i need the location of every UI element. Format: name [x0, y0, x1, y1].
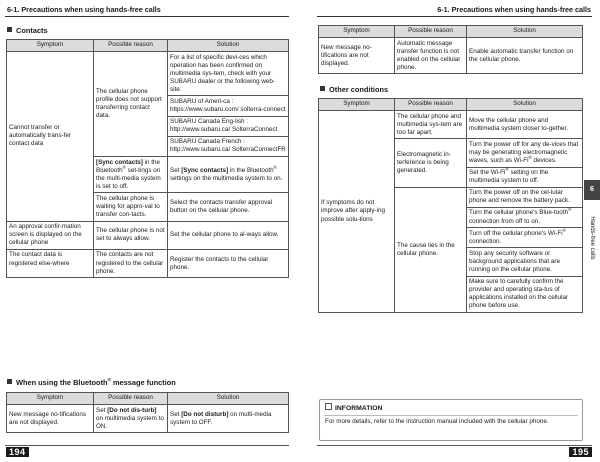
chapter-tab: 6 — [584, 180, 600, 200]
reason-cell: The cellular phone profile does not support transferring contact data. — [94, 52, 168, 157]
col-symptom: Symptom — [319, 26, 395, 38]
page-number: 194 — [6, 447, 29, 457]
solution-cell: Enable automatic transfer function on the cellular phone. — [467, 38, 583, 74]
chapter-side-label: Hands-free calls — [589, 216, 595, 260]
solution-cell: Register the contacts to the cellular phone. — [168, 249, 289, 277]
solution-cell: Move the cellular phone and multimedia system closer to-gether. — [467, 111, 583, 139]
page-number: 195 — [569, 447, 592, 457]
info-box-icon — [325, 403, 332, 410]
col-symptom: Symptom — [319, 99, 395, 111]
solution-cell: For a list of specific devi-ces which operation has been confirmed on multimedia sys-tem, check with your SUBARU dealer or the following web-site: SUBARU of Ameri-ca : https://www.subaru.com/ solterra-connect SUBARU Canada Eng-lish : http://www.subaru.ca/ SolterraConnect SUBARU Canada French : http://www.subaru.ca/ SolterraConnectFR — [168, 52, 289, 157]
symptom-cell: Cannot transfer or automatically trans-fer contact data — [7, 52, 94, 222]
other-conditions-table — [318, 98, 583, 313]
col-reason: Possible reason — [395, 26, 467, 38]
section-contacts-heading: Contacts — [7, 26, 48, 35]
table-row — [319, 111, 583, 139]
table-row — [7, 52, 289, 157]
footer-rule — [5, 445, 289, 446]
reason-cell: The contacts are not registered to the cellular phone. — [94, 249, 168, 277]
solution-cell: Set [Sync contacts] in the Bluetooth® settings on the multimedia system to on. — [168, 157, 289, 193]
table-row — [319, 38, 583, 74]
reason-cell: The cellular phone is waiting for appro-val to transfer con-tacts. — [94, 193, 168, 221]
section-other-heading: Other conditions — [320, 85, 388, 94]
solution-cell: Set [Do not disturb] on multi-media system to OFF. — [168, 405, 289, 433]
solution-cell: Turn the power off for any de-vices that may be generating electromagnetic waves, such as Wi-Fi® devices. Set the Wi-Fi® setting on the multimedia system to off. — [467, 139, 583, 187]
square-bullet-icon — [7, 379, 12, 384]
header-rule — [5, 16, 289, 17]
col-reason: Possible reason — [395, 99, 467, 111]
col-solution: Solution — [168, 40, 289, 52]
reason-cell: Automatic message transfer function is not enabled on the cellular phone. — [395, 38, 467, 74]
reason-cell: The cellular phone is not set to always allow. — [94, 221, 168, 249]
footer-rule — [317, 445, 592, 446]
col-solution: Solution — [467, 26, 583, 38]
square-bullet-icon — [320, 86, 325, 91]
col-symptom: Symptom — [7, 393, 94, 405]
solution-cell: Set the cellular phone to al-ways allow. — [168, 221, 289, 249]
header-rule — [317, 16, 592, 17]
solution-cell: Select the contacts transfer approval button on the cellular phone. — [168, 193, 289, 221]
solution-cell: Turn the power off on the cel-lular phone and remove the battery pack. Turn the cellular phone's Blue-tooth® connection from off to on. Turn off the cellular phone's Wi-Fi® connection. Stop any security software or background applications that are running on the cellular phone. Make sure to carefully confirm the provider and operating sta-tus of applications installed on the cellular phone before use. — [467, 187, 583, 312]
col-symptom: Symptom — [7, 40, 94, 52]
symptom-cell: New message no-tifications are not displayed. — [319, 38, 395, 74]
information-text: For more details, refer to the instruction manual included with the cellular phone. — [325, 417, 549, 425]
running-header: 6-1. Precautions when using hands-free calls — [437, 5, 591, 14]
left-page — [0, 0, 296, 462]
col-reason: Possible reason — [94, 393, 168, 405]
message-table — [318, 25, 583, 74]
reason-cell: Set [Do not dis-turb] on multimedia system to ON. — [94, 405, 168, 433]
running-header: 6-1. Precautions when using hands-free calls — [7, 5, 161, 14]
symptom-cell: The contact data is registered else-where — [7, 249, 94, 277]
bluetooth-message-table — [6, 392, 289, 433]
information-box — [319, 399, 583, 441]
reason-cell: The cellular phone and multimedia sys-tem are too far apart. — [395, 111, 467, 139]
table-row — [7, 405, 289, 433]
col-reason: Possible reason — [94, 40, 168, 52]
reason-cell: [Sync contacts] in the Bluetooth® set-tings on the multi-media system is set to off. — [94, 157, 168, 193]
reason-cell: Electromagnetic in-terference is being generated. — [395, 139, 467, 187]
reason-cell: The cause lies in the cellular phone. — [395, 187, 467, 312]
square-bullet-icon — [7, 27, 12, 32]
section-bluetooth-heading: When using the Bluetooth® message function — [7, 378, 176, 387]
information-title: INFORMATION — [320, 400, 582, 415]
col-solution: Solution — [467, 99, 583, 111]
symptom-cell: New message no-tifications are not displayed. — [7, 405, 94, 433]
contacts-table — [6, 39, 289, 278]
table-row — [7, 249, 289, 277]
symptom-cell: If symptoms do not improve after apply-ing possible solu-tions — [319, 111, 395, 313]
table-row — [7, 221, 289, 249]
right-page — [304, 0, 600, 462]
col-solution: Solution — [168, 393, 289, 405]
symptom-cell: An approval confir-mation screen is displayed on the cellular phone — [7, 221, 94, 249]
